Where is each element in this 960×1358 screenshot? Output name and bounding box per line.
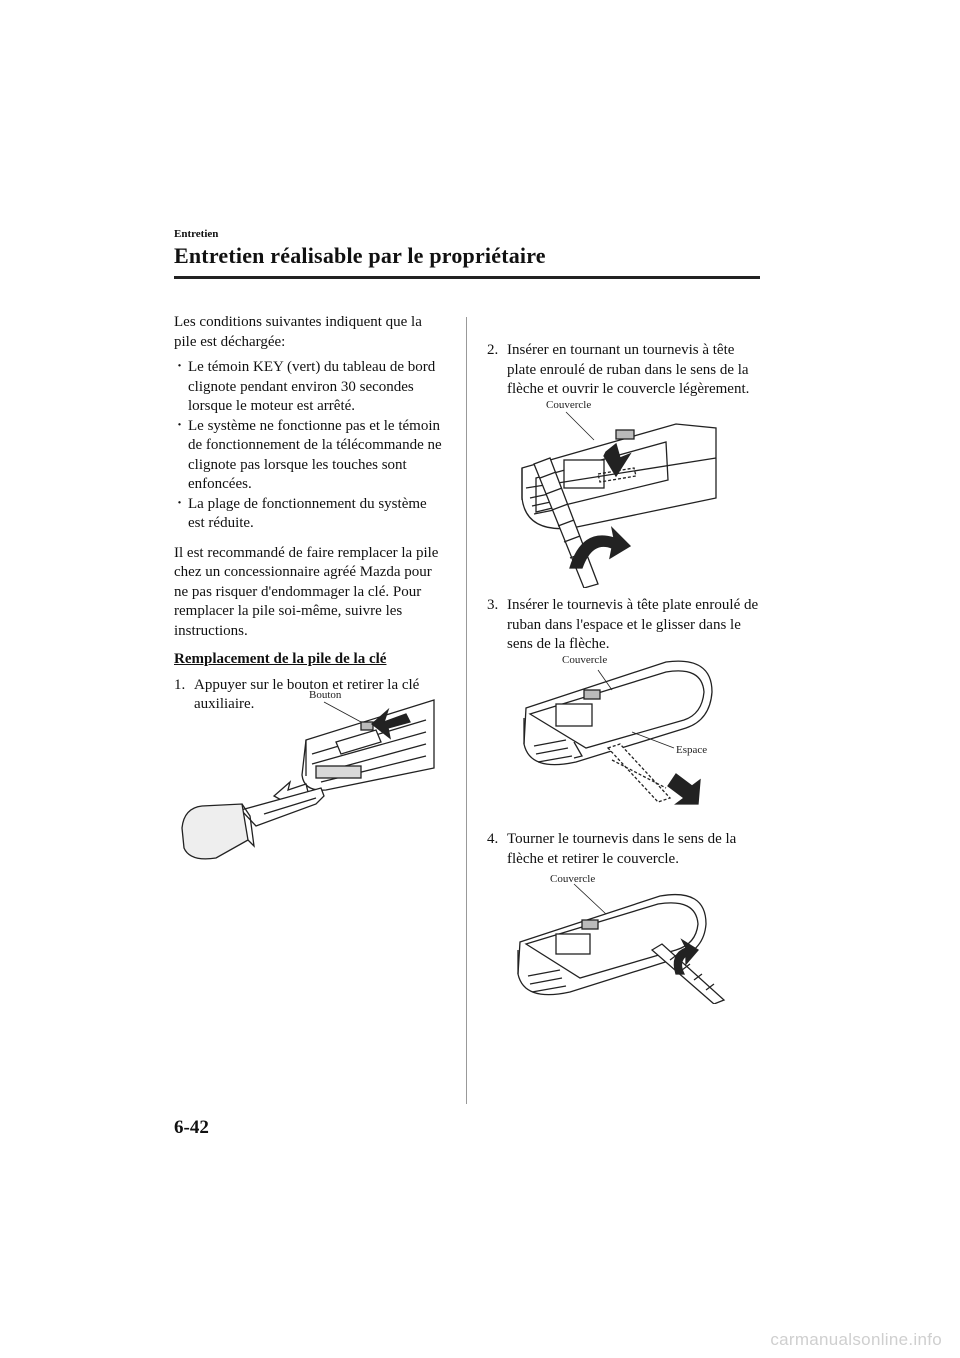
watermark: carmanualsonline.info bbox=[770, 1330, 942, 1349]
right-column-step3 bbox=[487, 590, 765, 655]
figure-remove-cover bbox=[510, 870, 730, 1004]
right-column-step4 bbox=[487, 824, 765, 869]
step-text: Appuyer sur le bouton et retirer la clé auxiliaire. bbox=[194, 676, 420, 712]
section-label: Entretien bbox=[174, 228, 219, 240]
label-couvercle: Couvercle bbox=[562, 654, 608, 666]
page-number: 6-42 bbox=[174, 1117, 209, 1138]
step-number: 3. bbox=[487, 597, 499, 613]
figure-remove-aux-key bbox=[176, 680, 446, 870]
figure-open-cover bbox=[516, 388, 726, 588]
intro-paragraph: Les conditions suivantes indiquent que la pile est déchargée: bbox=[174, 314, 422, 350]
battery-replacement-heading: Remplacement de la pile de la clé bbox=[174, 651, 387, 667]
label-couvercle: Couvercle bbox=[550, 873, 596, 885]
column-divider bbox=[466, 317, 467, 1104]
step-number: 1. bbox=[174, 676, 186, 693]
label-couvercle: Couvercle bbox=[546, 399, 592, 411]
step-number: 4. bbox=[487, 831, 499, 847]
label-espace: Espace bbox=[676, 744, 708, 756]
right-column bbox=[487, 313, 765, 400]
title-rule bbox=[174, 276, 760, 279]
condition-list bbox=[174, 358, 446, 534]
step-number: 2. bbox=[487, 342, 499, 358]
step-text: Insérer le tournevis à tête plate enroulé de ruban dans l'espace et le glisser dans le sens de la flèche. bbox=[507, 597, 759, 652]
page-title: Entretien réalisable par le propriétaire bbox=[174, 243, 546, 268]
step-3 bbox=[487, 596, 765, 655]
condition-item: · Le système ne fonctionne pas et le témoin de fonctionnement de la télécommande ne clignote pas lorsque les touches sont enfoncées. bbox=[174, 417, 446, 495]
step-4 bbox=[487, 830, 765, 869]
condition-item: · La plage de fonctionnement du système est réduite. bbox=[174, 495, 446, 534]
condition-item: · Le témoin KEY (vert) du tableau de bord clignote pendant environ 30 secondes lorsque le moteur est arrêté. bbox=[174, 358, 446, 417]
recommendation-paragraph: Il est recommandé de faire remplacer la pile chez un concessionnaire agréé Mazda pour ne pas risquer d'endommager la clé. Pour remplacer la pile soi-même, suivre les instructions. bbox=[174, 544, 439, 639]
left-column bbox=[174, 313, 446, 715]
figure-insert-gap bbox=[516, 648, 726, 808]
step-text: Insérer en tournant un tournevis à tête plate enroulé de ruban dans le sens de la flèche et ouvrir le couvercle légèrement. bbox=[507, 342, 750, 397]
step-text: Tourner le tournevis dans le sens de la flèche et retirer le couvercle. bbox=[507, 831, 737, 867]
label-bouton: Bouton bbox=[309, 689, 342, 701]
